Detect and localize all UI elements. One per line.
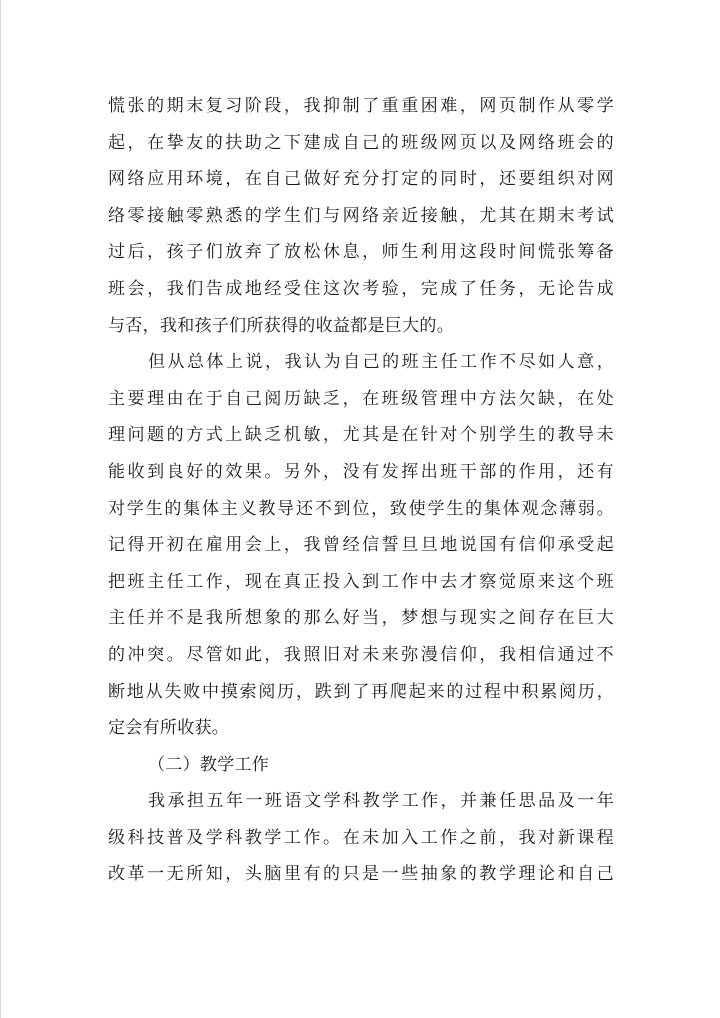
paragraph-2 xyxy=(108,344,614,747)
paragraph-1 xyxy=(108,88,614,344)
text-line: 主要理由在于自己阅历缺乏，在班级管理中方法欠缺，在处 xyxy=(108,388,614,409)
text-line: 但从总体上说，我认为自己的班主任工作不尽如人意， xyxy=(148,352,614,373)
text-line: 主任并不是我所想象的那么好当，梦想与现实之间存在巨大 xyxy=(108,608,614,629)
document-page xyxy=(108,88,614,893)
text-line: 与否，我和孩子们所获得的收益都是巨大的。 xyxy=(108,315,454,336)
text-line: 班会，我们告成地经受住这次考验，完成了任务，无论告成 xyxy=(108,278,614,299)
page-edge xyxy=(0,0,1,1018)
text-line: 改革一无所知，头脑里有的只是一些抽象的教学理论和自己 xyxy=(108,864,614,885)
text-line: 起，在挚友的扶助之下建成自己的班级网页以及网络班会的 xyxy=(108,132,614,153)
text-line: 级科技普及学科教学工作。在未加入工作之前，我对新课程 xyxy=(108,827,614,848)
text-line: 记得开初在雇用会上，我曾经信誓旦旦地说国有信仰承受起 xyxy=(108,535,614,556)
text-line: 定会有所收获。 xyxy=(108,718,230,739)
text-line: 对学生的集体主义教导还不到位，致使学生的集体观念薄弱。 xyxy=(108,498,614,519)
text-line: 我承担五年一班语文学科教学工作，并兼任思品及一年 xyxy=(148,791,614,812)
text-line: 过后，孩子们放弃了放松休息，师生利用这段时间慌张筹备 xyxy=(108,242,614,263)
text-line: 慌张的期末复习阶段，我抑制了重重困难，网页制作从零学 xyxy=(108,96,614,116)
text-line: 能收到良好的效果。另外，没有发挥出班干部的作用，还有 xyxy=(108,461,614,482)
text-line: 网络应用环境，在自己做好充分打定的同时，还要组织对网 xyxy=(108,169,614,190)
paragraph-3 xyxy=(108,783,614,893)
text-line: 把班主任工作，现在真正投入到工作中去才察觉原来这个班 xyxy=(108,571,614,592)
section-heading: （二）教学工作 xyxy=(148,754,270,775)
text-line: 的冲突。尽管如此，我照旧对未来弥漫信仰，我相信通过不 xyxy=(108,644,614,665)
text-line: 断地从失败中摸索阅历，跌到了再爬起来的过程中积累阅历， xyxy=(108,681,614,702)
text-line: 络零接触零熟悉的学生们与网络亲近接触，尤其在期末考试 xyxy=(108,205,614,226)
text-line: 理问题的方式上缺乏机敏，尤其是在针对个别学生的教导未 xyxy=(108,425,614,446)
